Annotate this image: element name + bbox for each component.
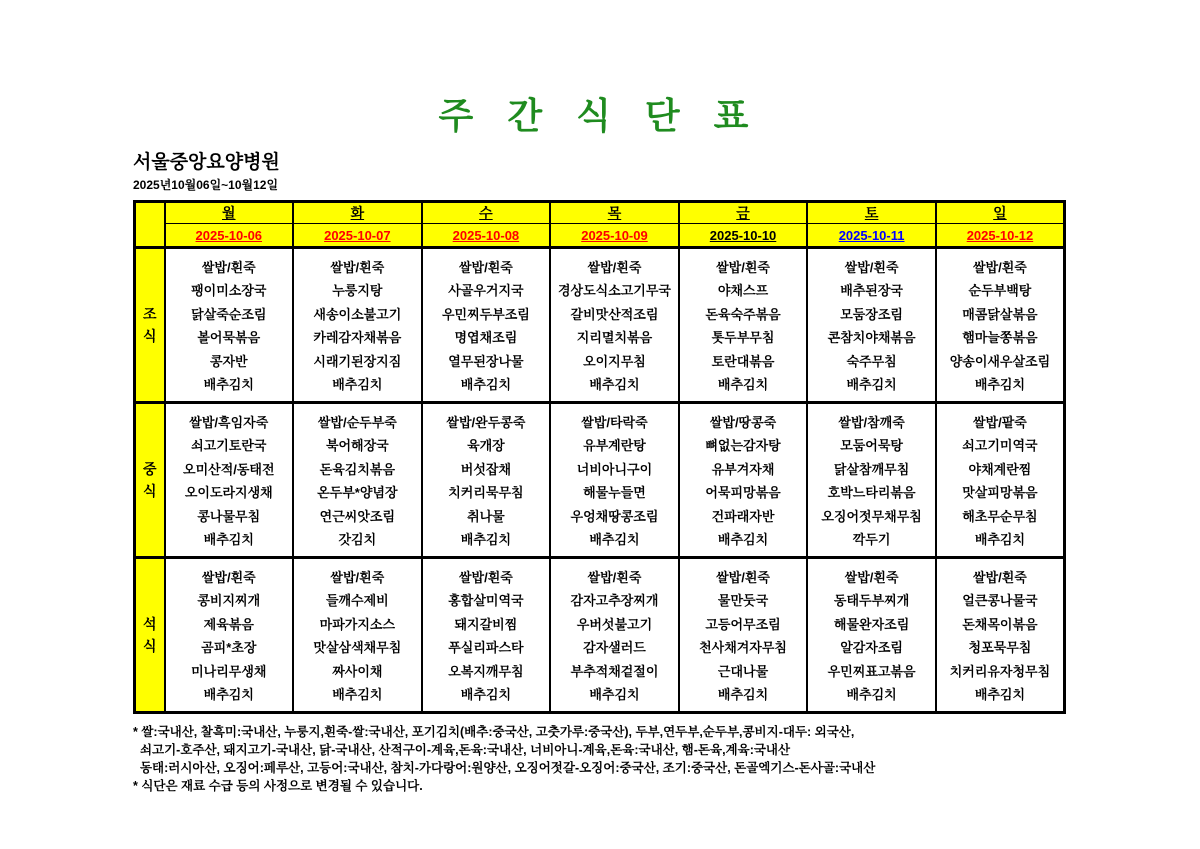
menu-item: 어묵피망볶음 bbox=[705, 485, 781, 501]
menu-lines bbox=[166, 404, 293, 556]
menu-item: 호박느타리볶음 bbox=[827, 485, 916, 501]
menu-item: 야채스프 bbox=[717, 283, 769, 299]
menu-cell bbox=[807, 558, 936, 713]
menu-item: 치커리묵무침 bbox=[448, 485, 524, 501]
menu-lines bbox=[680, 249, 807, 401]
menu-item: 시래기된장지짐 bbox=[313, 353, 402, 369]
menu-lines bbox=[423, 249, 550, 401]
menu-item: 콩자반 bbox=[209, 353, 248, 369]
date-range: 2025년10월06일~10월12일 bbox=[133, 178, 279, 192]
menu-item: 건파래자반 bbox=[711, 508, 775, 524]
menu-item: 쌀밥/순두부죽 bbox=[317, 415, 397, 430]
menu-item: 배추김치 bbox=[589, 686, 640, 702]
menu-cell bbox=[165, 248, 294, 403]
menu-item: 톳두부무침 bbox=[711, 330, 775, 346]
menu-lines bbox=[551, 559, 678, 711]
footnote-line: * 쌀:국내산, 찰흑미:국내산, 누룽지,흰죽-쌀:국내산, 포기김치(배추:중국산, 고춧가루:중국산), 두부,연두부,순두부,콩비지-대두: 외국산, bbox=[133, 725, 855, 739]
menu-item: 새송이소불고기 bbox=[313, 306, 402, 322]
menu-lines bbox=[808, 404, 935, 556]
menu-item: 쌀밥/흰죽 bbox=[330, 260, 385, 275]
menu-cell bbox=[679, 248, 808, 403]
table-body bbox=[135, 248, 1065, 713]
menu-item: 쌀밥/흰죽 bbox=[844, 260, 899, 275]
menu-item: 깍두기 bbox=[852, 531, 891, 547]
menu-item: 버섯잡채 bbox=[460, 461, 512, 477]
footnote-line: * 식단은 재료 수급 등의 사정으로 변경될 수 있습니다. bbox=[133, 779, 423, 793]
menu-item: 해물누들면 bbox=[583, 485, 646, 501]
menu-item: 우민찌표고볶음 bbox=[827, 663, 916, 679]
menu-item: 오이지무침 bbox=[583, 353, 646, 369]
menu-lines bbox=[166, 249, 293, 401]
menu-item: 돈육김치볶음 bbox=[319, 461, 396, 477]
menu-item: 숙주무침 bbox=[846, 353, 897, 369]
menu-item: 순두부백탕 bbox=[968, 283, 1032, 299]
menu-item: 배추김치 bbox=[846, 686, 897, 702]
menu-item: 토란대볶음 bbox=[711, 353, 775, 369]
menu-item: 모둠장조림 bbox=[840, 306, 903, 322]
menu-item: 해초무순무침 bbox=[962, 508, 1038, 524]
menu-item: 제육볶음 bbox=[203, 616, 254, 632]
menu-item: 고등어무조림 bbox=[705, 616, 781, 632]
menu-item: 쇠고기토란국 bbox=[191, 438, 267, 454]
menu-item: 마파가지소스 bbox=[319, 616, 396, 632]
menu-item: 닭살죽순조림 bbox=[191, 306, 267, 322]
weekly-menu-table bbox=[133, 200, 1066, 714]
menu-item: 배추김치 bbox=[589, 531, 640, 547]
date-cell: 2025-10-09 bbox=[550, 224, 679, 248]
menu-item: 쇠고기미역국 bbox=[962, 438, 1038, 454]
menu-item: 돼지갈비찜 bbox=[454, 616, 518, 632]
menu-item: 쌀밥/흰죽 bbox=[201, 260, 256, 275]
date-cell: 2025-10-07 bbox=[293, 224, 422, 248]
menu-item: 매콤닭살볶음 bbox=[962, 306, 1038, 322]
menu-item: 콩비지찌개 bbox=[197, 593, 261, 609]
menu-item: 갓김치 bbox=[338, 531, 377, 547]
menu-item: 우민찌두부조림 bbox=[441, 306, 530, 322]
menu-item: 쌀밥/흰죽 bbox=[587, 570, 642, 585]
menu-item: 쌀밥/흰죽 bbox=[973, 570, 1027, 585]
menu-item: 동태두부찌개 bbox=[833, 593, 910, 609]
menu-cell bbox=[936, 403, 1065, 558]
menu-item: 배추김치 bbox=[717, 531, 769, 547]
menu-item: 우엉채땅콩조림 bbox=[570, 508, 659, 524]
menu-item: 부추적채겉절이 bbox=[570, 663, 659, 679]
menu-item: 오복지깨무침 bbox=[448, 663, 524, 679]
day-header: 목 bbox=[550, 202, 679, 224]
menu-item: 취나물 bbox=[467, 508, 505, 524]
menu-item: 명엽채조림 bbox=[454, 330, 518, 346]
menu-item: 육개장 bbox=[467, 438, 505, 454]
menu-item: 온두부*양념장 bbox=[317, 485, 398, 501]
menu-lines bbox=[551, 249, 678, 401]
footnotes bbox=[133, 723, 1066, 795]
menu-item: 누룽지탕 bbox=[332, 283, 383, 299]
menu-lines bbox=[680, 404, 807, 556]
menu-item: 배추김치 bbox=[203, 531, 254, 547]
date-cell: 2025-10-10 bbox=[679, 224, 808, 248]
menu-cell bbox=[422, 558, 551, 713]
menu-item: 배추김치 bbox=[974, 686, 1026, 702]
menu-cell bbox=[165, 558, 294, 713]
menu-item: 쌀밥/흰죽 bbox=[844, 570, 899, 585]
menu-item: 천사채겨자무침 bbox=[699, 640, 787, 656]
menu-item: 너비아니구이 bbox=[576, 461, 653, 477]
meal-label: 중식 bbox=[135, 403, 165, 558]
menu-cell bbox=[679, 403, 808, 558]
menu-lines bbox=[937, 559, 1063, 711]
menu-item: 배추김치 bbox=[846, 376, 897, 392]
menu-lines bbox=[294, 559, 421, 711]
hospital-name: 서울중앙요양병원 bbox=[133, 152, 280, 173]
footnote-line: 동태:러시아산, 오징어:페루산, 고등어:국내산, 참치-가다랑어:원양산, 오징어젓갈-오징어:중국산, 조기:중국산, 돈골엑기스-돈사골:국내산 bbox=[133, 761, 876, 775]
meal-row bbox=[135, 248, 1065, 403]
menu-item: 오미산적/동태전 bbox=[183, 461, 275, 477]
menu-item: 청포묵무침 bbox=[968, 640, 1032, 656]
menu-item: 배추김치 bbox=[717, 376, 769, 392]
menu-item: 홍합살미역국 bbox=[448, 593, 524, 609]
menu-item: 치커리유자청무침 bbox=[949, 663, 1051, 679]
menu-item: 연근씨앗조림 bbox=[319, 508, 396, 524]
menu-cell bbox=[936, 558, 1065, 713]
menu-item: 배추김치 bbox=[460, 686, 512, 702]
day-header: 토 bbox=[807, 202, 936, 224]
menu-item: 들깨수제비 bbox=[325, 593, 389, 609]
menu-item: 쌀밥/흰죽 bbox=[458, 260, 513, 275]
menu-item: 유부계란탕 bbox=[583, 438, 646, 454]
menu-item: 배추된장국 bbox=[840, 283, 903, 299]
menu-item: 지리멸치볶음 bbox=[576, 330, 653, 346]
menu-item: 푸실리파스타 bbox=[448, 640, 524, 656]
menu-item: 양송이새우살조림 bbox=[949, 353, 1051, 369]
date-cell: 2025-10-06 bbox=[165, 224, 294, 248]
menu-item: 오징어젓무채무침 bbox=[821, 508, 922, 524]
page-title: 주 간 식 단 표 bbox=[438, 95, 761, 136]
menu-cell bbox=[550, 403, 679, 558]
menu-item: 쌀밥/흰죽 bbox=[587, 260, 642, 275]
day-header: 월 bbox=[165, 202, 294, 224]
menu-item: 쌀밥/완두콩죽 bbox=[446, 415, 526, 430]
corner-cell bbox=[135, 202, 165, 248]
menu-cell bbox=[293, 248, 422, 403]
menu-item: 모둠어묵탕 bbox=[840, 438, 903, 454]
menu-item: 콩나물무침 bbox=[197, 508, 261, 524]
menu-item: 쌀밥/흰죽 bbox=[330, 570, 385, 585]
date-cell: 2025-10-12 bbox=[936, 224, 1065, 248]
menu-item: 북어해장국 bbox=[325, 438, 389, 454]
menu-item: 곰피*초장 bbox=[201, 640, 257, 656]
menu-item: 배추김치 bbox=[460, 376, 512, 392]
menu-item: 쌀밥/타락죽 bbox=[581, 415, 648, 430]
menu-item: 짜사이채 bbox=[332, 663, 383, 679]
menu-cell bbox=[679, 558, 808, 713]
menu-lines bbox=[423, 404, 550, 556]
menu-cell bbox=[422, 403, 551, 558]
menu-item: 배추김치 bbox=[332, 376, 383, 392]
day-header: 금 bbox=[679, 202, 808, 224]
menu-item: 쌀밥/흰죽 bbox=[716, 570, 770, 585]
meal-row bbox=[135, 558, 1065, 713]
menu-item: 쌀밥/팥죽 bbox=[973, 415, 1027, 430]
menu-cell bbox=[165, 403, 294, 558]
meal-label: 조식 bbox=[135, 248, 165, 403]
menu-item: 맛살삼색채무침 bbox=[313, 640, 402, 656]
menu-cell bbox=[293, 403, 422, 558]
menu-item: 돈채목이볶음 bbox=[962, 616, 1038, 632]
menu-cell bbox=[550, 248, 679, 403]
day-header: 수 bbox=[422, 202, 551, 224]
menu-item: 쌀밥/흰죽 bbox=[716, 260, 770, 275]
menu-item: 경상도식소고기무국 bbox=[557, 283, 671, 299]
date-cell: 2025-10-11 bbox=[807, 224, 936, 248]
menu-lines bbox=[937, 249, 1063, 401]
menu-item: 쌀밥/흰죽 bbox=[201, 570, 256, 585]
menu-item: 물만둣국 bbox=[717, 593, 769, 609]
menu-item: 배추김치 bbox=[974, 531, 1026, 547]
menu-item: 유부겨자채 bbox=[711, 461, 775, 477]
menu-item: 햄마늘쫑볶음 bbox=[962, 330, 1038, 346]
menu-lines bbox=[808, 249, 935, 401]
menu-item: 쌀밥/땅콩죽 bbox=[709, 415, 777, 430]
menu-lines bbox=[680, 559, 807, 711]
menu-item: 쌀밥/흰죽 bbox=[973, 260, 1027, 275]
menu-item: 맛살피망볶음 bbox=[962, 485, 1038, 501]
menu-lines bbox=[937, 404, 1063, 556]
menu-item: 배추김치 bbox=[460, 531, 512, 547]
menu-item: 콘참치야채볶음 bbox=[827, 330, 916, 346]
menu-item: 카레감자채볶음 bbox=[313, 330, 402, 346]
menu-item: 뼈없는감자탕 bbox=[705, 438, 781, 454]
menu-lines bbox=[551, 404, 678, 556]
menu-item: 근대나물 bbox=[717, 663, 769, 679]
date-cell: 2025-10-08 bbox=[422, 224, 551, 248]
menu-cell bbox=[293, 558, 422, 713]
menu-item: 볼어묵볶음 bbox=[197, 330, 261, 346]
menu-item: 배추김치 bbox=[589, 376, 640, 392]
day-header: 화 bbox=[293, 202, 422, 224]
menu-item: 배추김치 bbox=[203, 376, 254, 392]
footnote-line: 쇠고기-호주산, 돼지고기-국내산, 닭-국내산, 산적구이-계육,돈육:국내산, 너비아니-계육,돈육:국내산, 햄-돈육,계육:국내산 bbox=[133, 743, 791, 757]
day-header: 일 bbox=[936, 202, 1065, 224]
menu-lines bbox=[166, 559, 293, 711]
menu-lines bbox=[294, 249, 421, 401]
menu-cell bbox=[936, 248, 1065, 403]
meal-row bbox=[135, 403, 1065, 558]
menu-item: 쌀밥/참깨죽 bbox=[838, 415, 905, 430]
menu-item: 배추김치 bbox=[332, 686, 383, 702]
day-name-row bbox=[135, 202, 1065, 224]
menu-cell bbox=[422, 248, 551, 403]
menu-item: 감자샐러드 bbox=[583, 640, 646, 656]
menu-item: 닭살참깨무침 bbox=[833, 461, 910, 477]
menu-cell bbox=[807, 403, 936, 558]
menu-item: 오이도라지생채 bbox=[184, 485, 273, 501]
menu-cell bbox=[807, 248, 936, 403]
menu-lines bbox=[294, 404, 421, 556]
menu-item: 미나리무생채 bbox=[191, 663, 267, 679]
menu-item: 배추김치 bbox=[203, 686, 254, 702]
table-header bbox=[135, 202, 1065, 248]
menu-item: 사골우거지국 bbox=[448, 283, 524, 299]
menu-cell bbox=[550, 558, 679, 713]
menu-item: 갈비맛산적조림 bbox=[570, 306, 659, 322]
menu-item: 열무된장나물 bbox=[448, 353, 524, 369]
menu-item: 배추김치 bbox=[974, 376, 1026, 392]
menu-item: 얼큰콩나물국 bbox=[962, 593, 1038, 609]
menu-item: 배추김치 bbox=[717, 686, 769, 702]
meal-label: 석식 bbox=[135, 558, 165, 713]
menu-item: 알감자조림 bbox=[840, 640, 903, 656]
menu-item: 팽이미소장국 bbox=[191, 283, 267, 299]
menu-item: 돈육숙주볶음 bbox=[705, 306, 781, 322]
menu-item: 쌀밥/흑임자죽 bbox=[189, 415, 269, 430]
menu-item: 감자고추장찌개 bbox=[570, 593, 659, 609]
menu-lines bbox=[423, 559, 550, 711]
menu-item: 쌀밥/흰죽 bbox=[458, 570, 513, 585]
menu-item: 우버섯불고기 bbox=[576, 616, 653, 632]
menu-item: 해물완자조림 bbox=[833, 616, 910, 632]
menu-lines bbox=[808, 559, 935, 711]
date-row bbox=[135, 224, 1065, 248]
menu-item: 야채계란찜 bbox=[968, 461, 1032, 477]
